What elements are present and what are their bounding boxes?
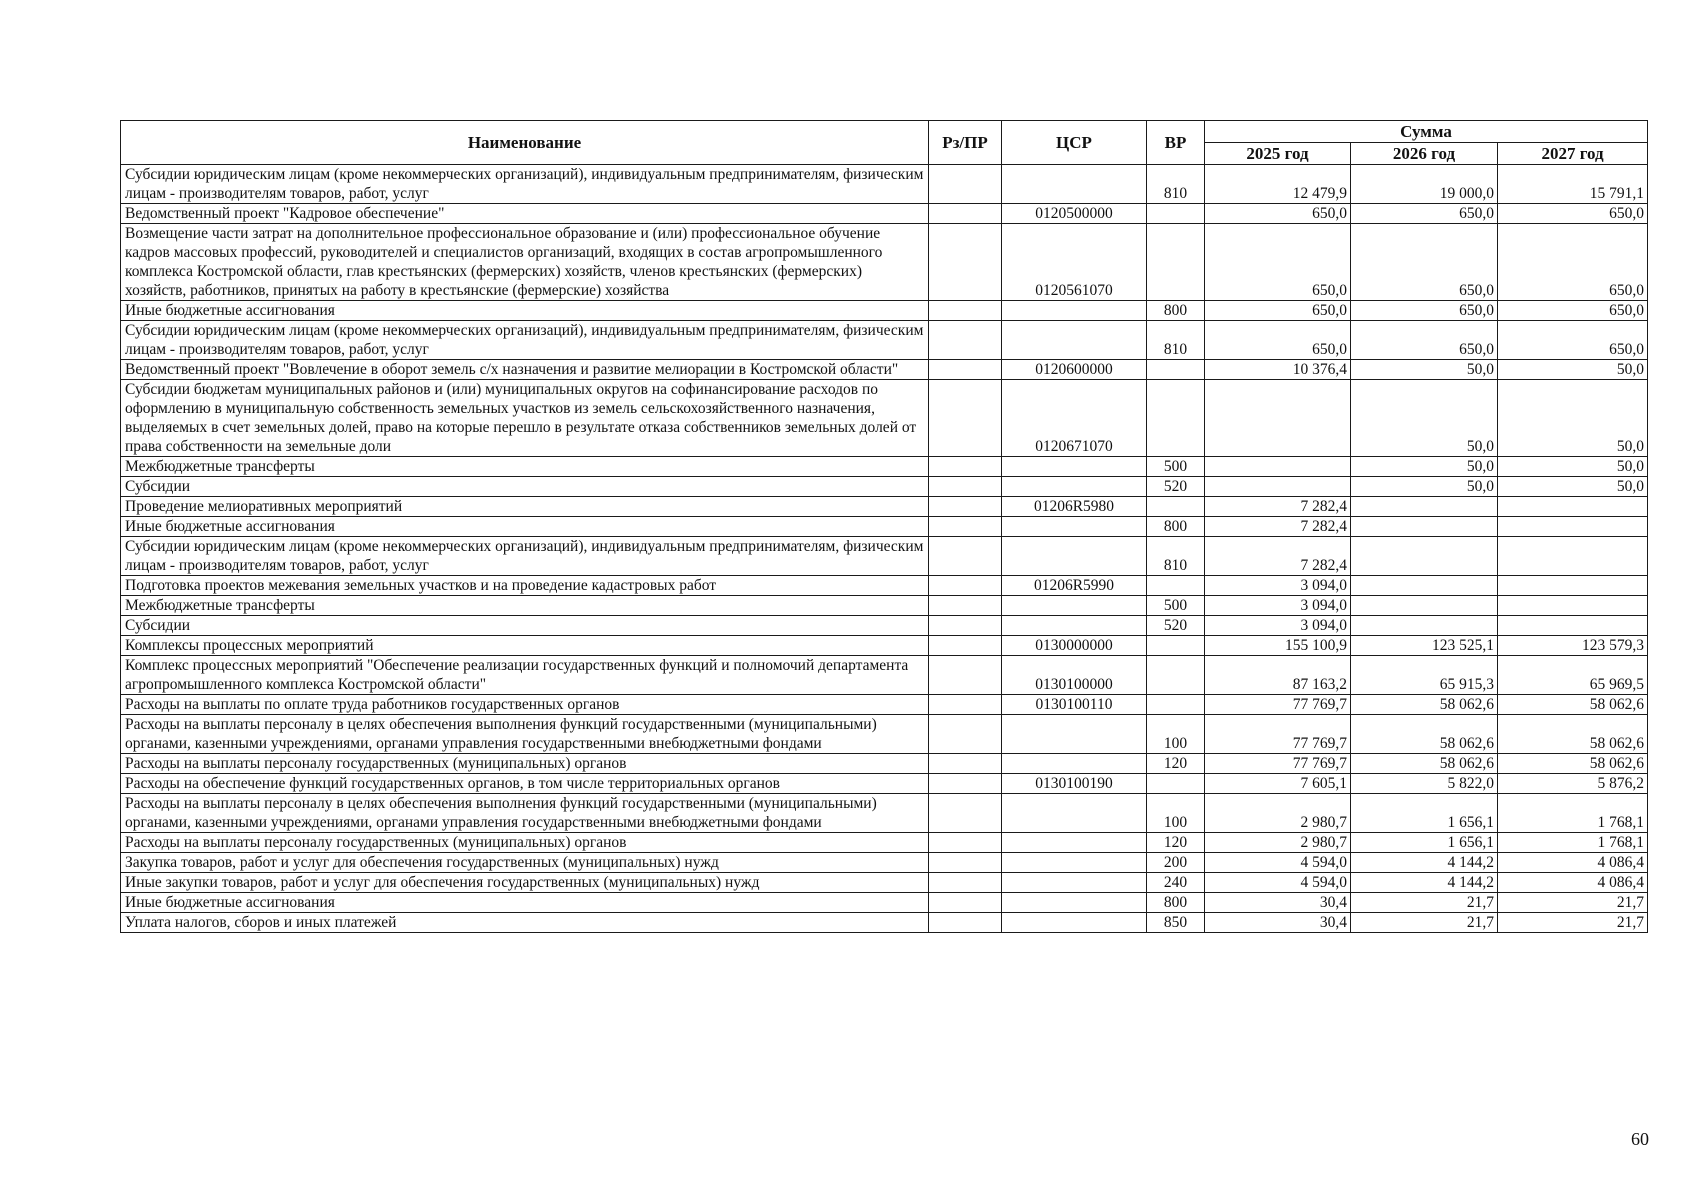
- cell-2025: 10 376,4: [1205, 360, 1351, 380]
- cell-name: Субсидии юридическим лицам (кроме некоммерческих организаций), индивидуальным предпринимателям, физическим лицам - производителям товаров, работ, услуг: [121, 321, 929, 360]
- cell-vr: 120: [1147, 754, 1205, 774]
- cell-2025: [1205, 457, 1351, 477]
- cell-2027: 50,0: [1498, 477, 1648, 497]
- cell-rz: [929, 873, 1002, 893]
- cell-2027: [1498, 616, 1648, 636]
- table-header: [121, 121, 1648, 165]
- cell-rz: [929, 616, 1002, 636]
- cell-2025: 3 094,0: [1205, 576, 1351, 596]
- cell-2025: 650,0: [1205, 204, 1351, 224]
- cell-2025: 30,4: [1205, 893, 1351, 913]
- header-sum: Сумма: [1205, 121, 1648, 143]
- cell-name: Комплекс процессных мероприятий "Обеспечение реализации государственных функций и полномочий департамента агропромышленного комплекса Костромской области": [121, 656, 929, 695]
- cell-name: Межбюджетные трансферты: [121, 596, 929, 616]
- cell-2025: 2 980,7: [1205, 833, 1351, 853]
- cell-vr: 100: [1147, 794, 1205, 833]
- cell-vr: 800: [1147, 517, 1205, 537]
- cell-vr: 800: [1147, 301, 1205, 321]
- table-row: [121, 596, 1648, 616]
- cell-2027: 5 876,2: [1498, 774, 1648, 794]
- cell-2026: 650,0: [1351, 301, 1498, 321]
- cell-csr: [1002, 715, 1147, 754]
- cell-2027: [1498, 497, 1648, 517]
- header-2025: 2025 год: [1205, 143, 1351, 165]
- cell-2025: 7 282,4: [1205, 537, 1351, 576]
- cell-name: Расходы на обеспечение функций государственных органов, в том числе территориальных органов: [121, 774, 929, 794]
- cell-rz: [929, 636, 1002, 656]
- cell-name: Субсидии юридическим лицам (кроме некоммерческих организаций), индивидуальным предпринимателям, физическим лицам - производителям товаров, работ, услуг: [121, 537, 929, 576]
- cell-vr: 810: [1147, 165, 1205, 204]
- cell-2026: 650,0: [1351, 224, 1498, 301]
- cell-name: Расходы на выплаты персоналу государственных (муниципальных) органов: [121, 833, 929, 853]
- table-row: [121, 165, 1648, 204]
- cell-2026: 123 525,1: [1351, 636, 1498, 656]
- header-vr: ВР: [1147, 121, 1205, 165]
- cell-2026: 650,0: [1351, 321, 1498, 360]
- cell-rz: [929, 596, 1002, 616]
- cell-2025: 650,0: [1205, 321, 1351, 360]
- cell-name: Возмещение части затрат на дополнительное профессиональное образование и (или) профессиональное обучение кадров массовых профессий, руководителей и специалистов организаций, входящих в состав агропромышленного комплекса Костромской области, глав крестьянских (фермерских) хозяйств, членов крестьянских (фермерских) хозяйств, работников, принятых на работу в крестьянские (фермерские) хозяйства: [121, 224, 929, 301]
- cell-name: Ведомственный проект "Кадровое обеспечение": [121, 204, 929, 224]
- cell-name: Уплата налогов, сборов и иных платежей: [121, 913, 929, 933]
- cell-vr: 520: [1147, 477, 1205, 497]
- cell-name: Иные бюджетные ассигнования: [121, 517, 929, 537]
- cell-2025: 77 769,7: [1205, 695, 1351, 715]
- cell-2025: 87 163,2: [1205, 656, 1351, 695]
- cell-vr: [1147, 204, 1205, 224]
- table-row: [121, 853, 1648, 873]
- cell-vr: [1147, 497, 1205, 517]
- cell-2026: [1351, 537, 1498, 576]
- table-row: [121, 576, 1648, 596]
- cell-vr: 520: [1147, 616, 1205, 636]
- cell-name: Субсидии: [121, 616, 929, 636]
- cell-2026: [1351, 497, 1498, 517]
- table-row: [121, 913, 1648, 933]
- cell-2026: 58 062,6: [1351, 715, 1498, 754]
- cell-csr: 0130100000: [1002, 656, 1147, 695]
- cell-vr: 500: [1147, 457, 1205, 477]
- cell-name: Расходы на выплаты по оплате труда работников государственных органов: [121, 695, 929, 715]
- cell-2026: 4 144,2: [1351, 873, 1498, 893]
- cell-2025: 77 769,7: [1205, 754, 1351, 774]
- cell-2027: 58 062,6: [1498, 695, 1648, 715]
- cell-vr: 200: [1147, 853, 1205, 873]
- cell-2025: 650,0: [1205, 224, 1351, 301]
- cell-csr: 0130000000: [1002, 636, 1147, 656]
- cell-name: Иные бюджетные ассигнования: [121, 301, 929, 321]
- cell-csr: 01206R5990: [1002, 576, 1147, 596]
- table-row: [121, 497, 1648, 517]
- cell-rz: [929, 833, 1002, 853]
- cell-2027: [1498, 517, 1648, 537]
- cell-csr: [1002, 301, 1147, 321]
- table-row: [121, 616, 1648, 636]
- cell-2027: [1498, 596, 1648, 616]
- cell-name: Субсидии юридическим лицам (кроме некоммерческих организаций), индивидуальным предпринимателям, физическим лицам - производителям товаров, работ, услуг: [121, 165, 929, 204]
- cell-csr: [1002, 537, 1147, 576]
- cell-2026: 1 656,1: [1351, 794, 1498, 833]
- cell-vr: [1147, 380, 1205, 457]
- cell-2027: 650,0: [1498, 301, 1648, 321]
- cell-2026: [1351, 616, 1498, 636]
- cell-2026: 19 000,0: [1351, 165, 1498, 204]
- cell-name: Закупка товаров, работ и услуг для обеспечения государственных (муниципальных) нужд: [121, 853, 929, 873]
- cell-2027: 15 791,1: [1498, 165, 1648, 204]
- cell-vr: 810: [1147, 537, 1205, 576]
- cell-rz: [929, 457, 1002, 477]
- cell-2026: 58 062,6: [1351, 754, 1498, 774]
- cell-name: Проведение мелиоративных мероприятий: [121, 497, 929, 517]
- cell-2026: 58 062,6: [1351, 695, 1498, 715]
- table-row: [121, 457, 1648, 477]
- cell-vr: [1147, 695, 1205, 715]
- cell-2027: 123 579,3: [1498, 636, 1648, 656]
- cell-2026: [1351, 576, 1498, 596]
- table-row: [121, 754, 1648, 774]
- cell-rz: [929, 715, 1002, 754]
- cell-2025: 7 282,4: [1205, 517, 1351, 537]
- cell-2027: 50,0: [1498, 457, 1648, 477]
- cell-csr: [1002, 517, 1147, 537]
- cell-2027: [1498, 537, 1648, 576]
- cell-2025: 3 094,0: [1205, 596, 1351, 616]
- cell-vr: 120: [1147, 833, 1205, 853]
- cell-2025: [1205, 477, 1351, 497]
- cell-2026: [1351, 596, 1498, 616]
- cell-2025: [1205, 380, 1351, 457]
- cell-rz: [929, 497, 1002, 517]
- cell-vr: [1147, 656, 1205, 695]
- cell-2026: 4 144,2: [1351, 853, 1498, 873]
- cell-name: Комплексы процессных мероприятий: [121, 636, 929, 656]
- cell-csr: [1002, 477, 1147, 497]
- cell-2026: 650,0: [1351, 204, 1498, 224]
- cell-csr: [1002, 596, 1147, 616]
- page-number: 60: [1631, 1129, 1649, 1149]
- table-row: [121, 774, 1648, 794]
- cell-csr: 0130100110: [1002, 695, 1147, 715]
- table-row: [121, 477, 1648, 497]
- cell-csr: 0120500000: [1002, 204, 1147, 224]
- cell-rz: [929, 517, 1002, 537]
- cell-csr: [1002, 165, 1147, 204]
- cell-2027: 1 768,1: [1498, 833, 1648, 853]
- cell-2025: 7 282,4: [1205, 497, 1351, 517]
- cell-2026: 50,0: [1351, 380, 1498, 457]
- cell-rz: [929, 754, 1002, 774]
- cell-2026: 65 915,3: [1351, 656, 1498, 695]
- cell-vr: [1147, 224, 1205, 301]
- cell-csr: [1002, 873, 1147, 893]
- cell-2027: [1498, 576, 1648, 596]
- table-row: [121, 204, 1648, 224]
- header-2026: 2026 год: [1351, 143, 1498, 165]
- cell-csr: [1002, 457, 1147, 477]
- cell-vr: 240: [1147, 873, 1205, 893]
- cell-2025: 30,4: [1205, 913, 1351, 933]
- cell-rz: [929, 656, 1002, 695]
- cell-2025: 3 094,0: [1205, 616, 1351, 636]
- cell-2025: 4 594,0: [1205, 853, 1351, 873]
- table-row: [121, 873, 1648, 893]
- header-rz: Рз/ПР: [929, 121, 1002, 165]
- cell-2027: 4 086,4: [1498, 853, 1648, 873]
- table-row: [121, 301, 1648, 321]
- cell-name: Ведомственный проект "Вовлечение в оборот земель с/х назначения и развитие мелиорации в Костромской области": [121, 360, 929, 380]
- table-row: [121, 656, 1648, 695]
- table-body: [121, 165, 1648, 933]
- table-row: [121, 715, 1648, 754]
- cell-2026: 50,0: [1351, 360, 1498, 380]
- cell-vr: 100: [1147, 715, 1205, 754]
- cell-2026: 21,7: [1351, 893, 1498, 913]
- cell-2025: 7 605,1: [1205, 774, 1351, 794]
- table-row: [121, 893, 1648, 913]
- cell-2026: 21,7: [1351, 913, 1498, 933]
- cell-vr: 850: [1147, 913, 1205, 933]
- cell-2025: 77 769,7: [1205, 715, 1351, 754]
- cell-2026: 50,0: [1351, 477, 1498, 497]
- cell-name: Иные бюджетные ассигнования: [121, 893, 929, 913]
- table-row: [121, 833, 1648, 853]
- cell-name: Межбюджетные трансферты: [121, 457, 929, 477]
- table-row: [121, 380, 1648, 457]
- cell-2025: 650,0: [1205, 301, 1351, 321]
- cell-vr: [1147, 576, 1205, 596]
- cell-2027: 4 086,4: [1498, 873, 1648, 893]
- cell-csr: [1002, 616, 1147, 636]
- cell-2027: 1 768,1: [1498, 794, 1648, 833]
- table-row: [121, 360, 1648, 380]
- cell-2027: 650,0: [1498, 321, 1648, 360]
- cell-name: Подготовка проектов межевания земельных участков и на проведение кадастровых работ: [121, 576, 929, 596]
- cell-rz: [929, 360, 1002, 380]
- cell-rz: [929, 853, 1002, 873]
- cell-csr: [1002, 794, 1147, 833]
- cell-2027: 650,0: [1498, 224, 1648, 301]
- cell-csr: 0130100190: [1002, 774, 1147, 794]
- cell-2025: 4 594,0: [1205, 873, 1351, 893]
- header-csr: ЦСР: [1002, 121, 1147, 165]
- cell-2026: [1351, 517, 1498, 537]
- cell-2027: 65 969,5: [1498, 656, 1648, 695]
- cell-rz: [929, 477, 1002, 497]
- cell-rz: [929, 380, 1002, 457]
- cell-rz: [929, 165, 1002, 204]
- cell-name: Субсидии бюджетам муниципальных районов и (или) муниципальных округов на софинансирование расходов по оформлению в муниципальную собственность земельных участков из земель сельскохозяйственного назначения, выделяемых в счет земельных долей, право на которые перешло в результате отказа собственников земельных долей от права собственности на земельные доли: [121, 380, 929, 457]
- cell-rz: [929, 794, 1002, 833]
- cell-rz: [929, 204, 1002, 224]
- table-row: [121, 224, 1648, 301]
- cell-rz: [929, 913, 1002, 933]
- cell-csr: [1002, 321, 1147, 360]
- cell-rz: [929, 224, 1002, 301]
- cell-vr: 500: [1147, 596, 1205, 616]
- cell-csr: [1002, 754, 1147, 774]
- cell-2027: 21,7: [1498, 913, 1648, 933]
- cell-2027: 50,0: [1498, 380, 1648, 457]
- cell-csr: [1002, 913, 1147, 933]
- cell-vr: 810: [1147, 321, 1205, 360]
- cell-name: Расходы на выплаты персоналу в целях обеспечения выполнения функций государственными (муниципальными) органами, казенными учреждениями, органами управления государственными внебюджетными фондами: [121, 794, 929, 833]
- header-name: Наименование: [121, 121, 929, 165]
- cell-2025: 2 980,7: [1205, 794, 1351, 833]
- cell-name: Субсидии: [121, 477, 929, 497]
- cell-name: Расходы на выплаты персоналу государственных (муниципальных) органов: [121, 754, 929, 774]
- cell-csr: 0120561070: [1002, 224, 1147, 301]
- cell-csr: [1002, 893, 1147, 913]
- cell-2027: 58 062,6: [1498, 754, 1648, 774]
- cell-vr: 800: [1147, 893, 1205, 913]
- cell-2026: 5 822,0: [1351, 774, 1498, 794]
- cell-vr: [1147, 360, 1205, 380]
- cell-rz: [929, 893, 1002, 913]
- cell-rz: [929, 321, 1002, 360]
- cell-2026: 50,0: [1351, 457, 1498, 477]
- cell-csr: 0120600000: [1002, 360, 1147, 380]
- budget-table: [120, 120, 1648, 933]
- cell-rz: [929, 301, 1002, 321]
- cell-name: Расходы на выплаты персоналу в целях обеспечения выполнения функций государственными (муниципальными) органами, казенными учреждениями, органами управления государственными внебюджетными фондами: [121, 715, 929, 754]
- cell-vr: [1147, 774, 1205, 794]
- cell-name: Иные закупки товаров, работ и услуг для обеспечения государственных (муниципальных) нужд: [121, 873, 929, 893]
- table-row: [121, 636, 1648, 656]
- table-row: [121, 537, 1648, 576]
- table-row: [121, 321, 1648, 360]
- cell-rz: [929, 774, 1002, 794]
- cell-2025: 12 479,9: [1205, 165, 1351, 204]
- cell-rz: [929, 695, 1002, 715]
- cell-2027: 21,7: [1498, 893, 1648, 913]
- cell-2027: 650,0: [1498, 204, 1648, 224]
- table-row: [121, 794, 1648, 833]
- cell-csr: [1002, 853, 1147, 873]
- cell-rz: [929, 537, 1002, 576]
- cell-rz: [929, 576, 1002, 596]
- cell-vr: [1147, 636, 1205, 656]
- cell-csr: [1002, 833, 1147, 853]
- cell-csr: 01206R5980: [1002, 497, 1147, 517]
- cell-2027: 50,0: [1498, 360, 1648, 380]
- cell-2025: 155 100,9: [1205, 636, 1351, 656]
- cell-2026: 1 656,1: [1351, 833, 1498, 853]
- cell-2027: 58 062,6: [1498, 715, 1648, 754]
- table-row: [121, 695, 1648, 715]
- header-2027: 2027 год: [1498, 143, 1648, 165]
- table-row: [121, 517, 1648, 537]
- cell-csr: 0120671070: [1002, 380, 1147, 457]
